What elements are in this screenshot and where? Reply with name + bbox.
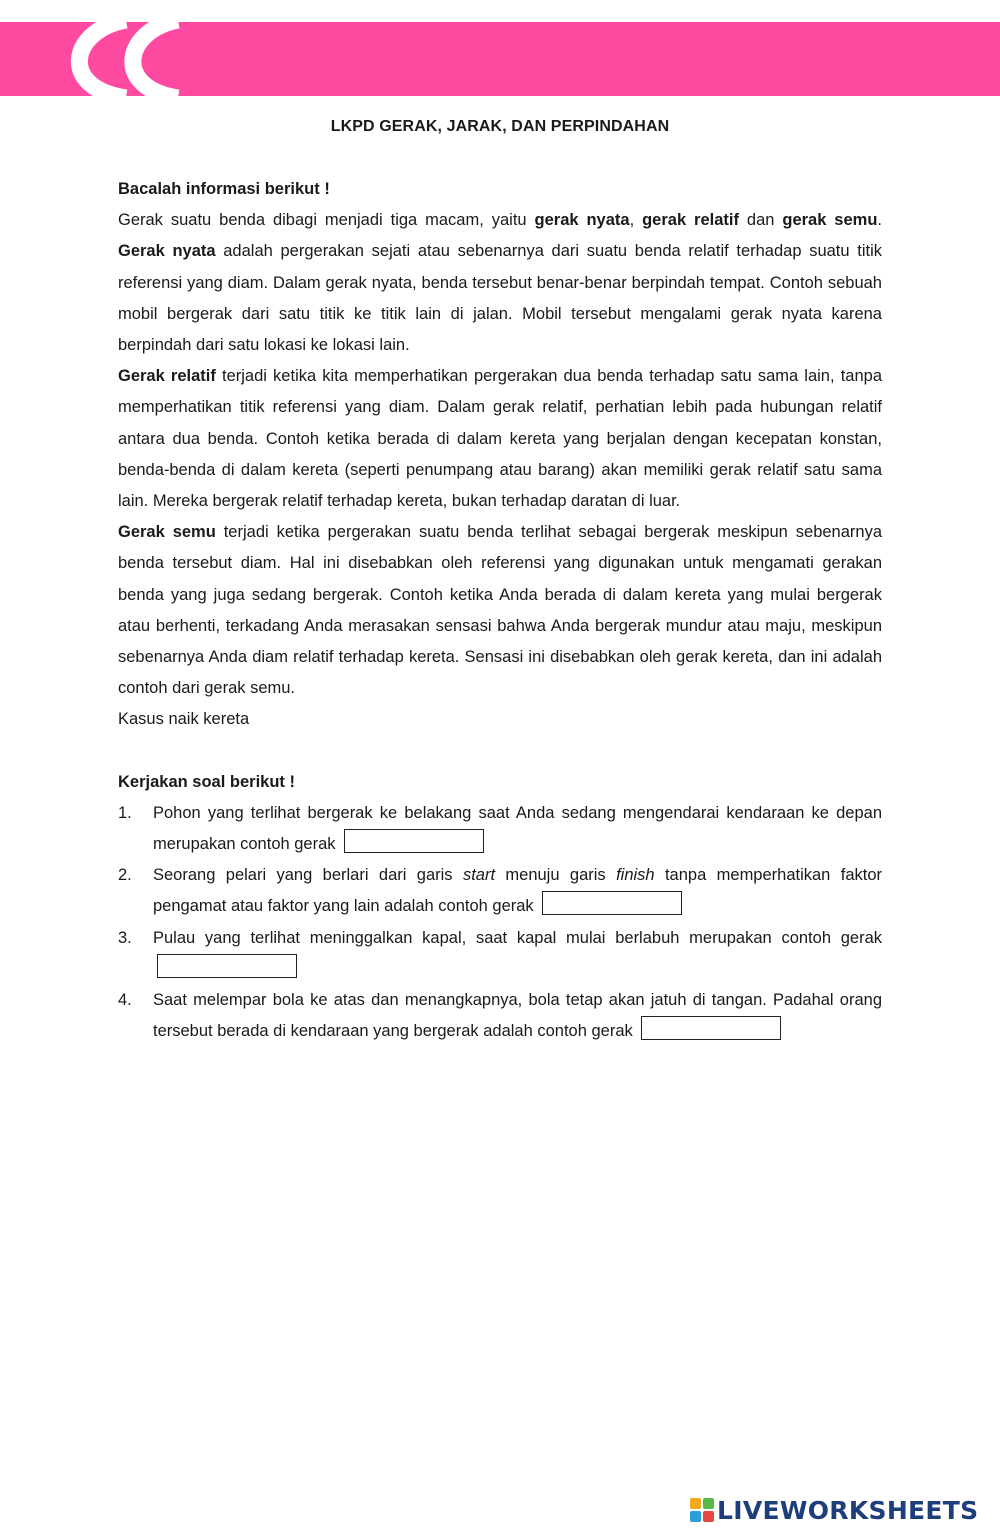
liveworksheets-logo bbox=[690, 1494, 978, 1526]
liveworksheets-icon bbox=[690, 1498, 714, 1522]
exercise-heading: Kerjakan soal berikut ! bbox=[118, 772, 295, 791]
answer-box-2[interactable] bbox=[542, 891, 682, 915]
question-1 bbox=[118, 798, 882, 860]
question-number: 1. bbox=[118, 803, 132, 822]
question-number: 4. bbox=[118, 991, 132, 1010]
question-text: Pohon yang terlihat bergerak ke belakang saat Anda sedang mengendarai kendaraan ke depan merupakan contoh gerak bbox=[153, 803, 882, 854]
brand-name: LIVEWORKSHEETS bbox=[717, 1495, 979, 1525]
reading-heading: Bacalah informasi berikut ! bbox=[118, 180, 330, 198]
page-title: LKPD GERAK, JARAK, DAN PERPINDAHAN bbox=[330, 118, 670, 135]
paragraph-gerak-nyata: Gerak suatu benda dibagi menjadi tiga macam, yaitu gerak nyata, gerak relatif dan gerak semu. Gerak nyata adalah pergerakan sejati atau sebenarnya dari suatu benda relatif terhadap suatu titik referensi yang diam. Dalam gerak nyata, benda tersebut benar-benar berpindah tempat. Contoh sebuah mobil bergerak dari satu titik ke titik lain di jalan. Mobil tersebut mengalami gerak nyata karena berpindah dari satu lokasi ke lokasi lain. bbox=[118, 211, 883, 355]
case-note: Kasus naik kereta bbox=[118, 710, 250, 729]
question-text: Pulau yang terlihat meninggalkan kapal, saat kapal mulai berlabuh merupakan contoh gerak bbox=[153, 928, 882, 947]
question-3 bbox=[118, 923, 882, 985]
answer-box-3[interactable] bbox=[157, 954, 297, 978]
paragraph-gerak-semu: Gerak semu terjadi ketika pergerakan suatu benda terlihat sebagai bergerak meskipun sebenarnya benda tersebut diam. Hal ini disebabkan oleh referensi yang digunakan untuk mengamati gerakan benda yang juga sedang bergerak. Contoh ketika Anda berada di dalam kereta yang mulai bergerak atau berhenti, terkadang Anda merasakan sensasi bahwa Anda bergerak mundur atau maju, meskipun sebenarnya Anda diam relatif terhadap kereta. Sensasi ini disebabkan oleh gerak kereta, dan ini adalah contoh dari gerak semu. bbox=[118, 523, 882, 698]
question-text: Saat melempar bola ke atas dan menangkapnya, bola tetap akan jatuh di tangan. Padahal orang tersebut berada di kendaraan yang bergerak adalah contoh gerak bbox=[153, 991, 882, 1041]
question-2: 2. Seorang pelari yang berlari dari garis start menuju garis finish tanpa memperhatikan faktor pengamat atau faktor yang lain adalah contoh gerak bbox=[118, 860, 882, 922]
question-number: 2. bbox=[118, 866, 132, 885]
question-number: 3. bbox=[118, 928, 132, 947]
paragraph-gerak-relatif: Gerak relatif terjadi ketika kita memperhatikan pergerakan dua benda terhadap satu sama lain, tanpa memperhatikan titik referensi yang diam. Dalam gerak relatif, perhatian lebih pada hubungan relatif antara dua benda. Contoh ketika berada di dalam kereta yang berjalan dengan kecepatan konstan, benda-benda di dalam kereta (seperti penumpang atau barang) akan memiliki gerak relatif satu sama lain. Mereka bergerak relatif terhadap kereta, bukan terhadap daratan di luar. bbox=[118, 367, 882, 511]
header-banner bbox=[0, 22, 1000, 96]
answer-box-4[interactable] bbox=[641, 1016, 781, 1040]
question-4 bbox=[118, 985, 882, 1047]
worksheet-body bbox=[118, 174, 882, 1047]
answer-box-1[interactable] bbox=[344, 829, 484, 853]
